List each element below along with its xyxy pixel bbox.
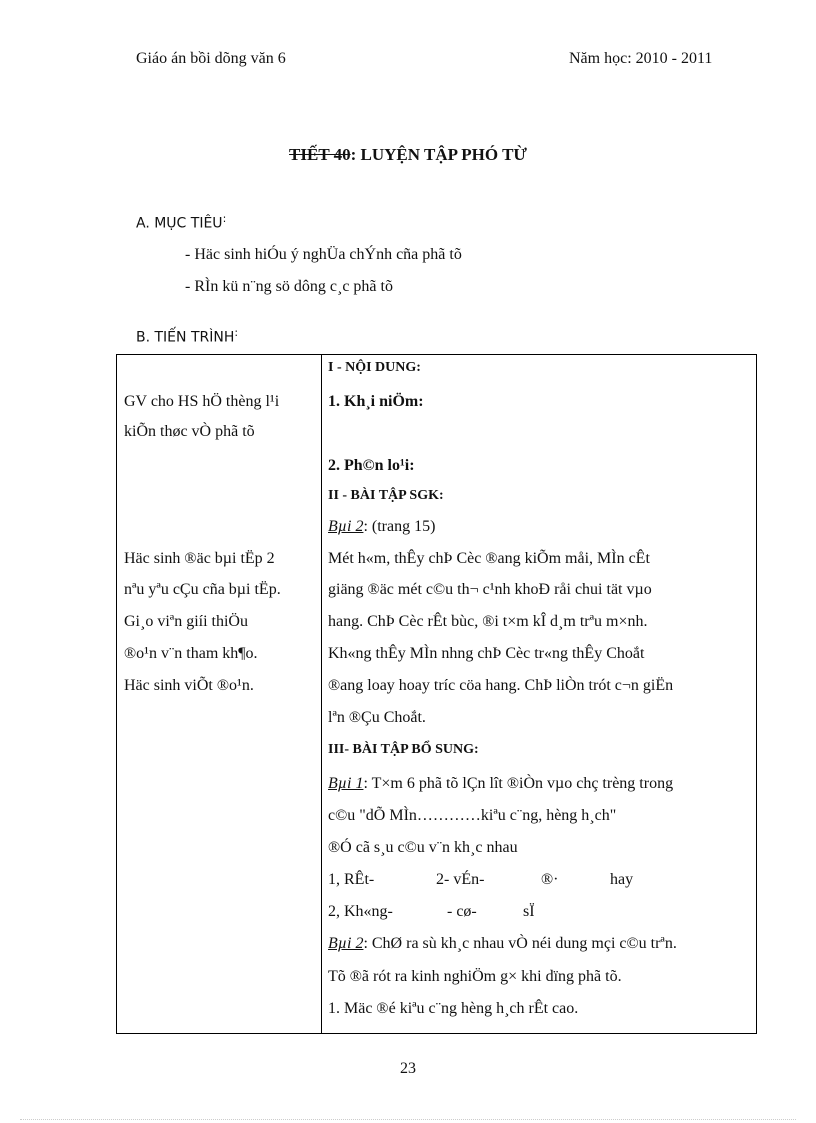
exercise1-line <box>328 775 748 793</box>
left-col-line: Gi¸o viªn giíi thiÖu <box>124 613 248 630</box>
page-number: 23 <box>400 1060 416 1077</box>
left-col-line: GV cho HS hÖ thèng l¹i <box>124 393 280 410</box>
page-bottom-rule <box>20 1119 796 1120</box>
title-main: : LUYỆN TẬP PHÓ TỪ <box>350 145 527 164</box>
exercise2-label: Bµi 2 <box>328 935 364 952</box>
objective-2: - RÌn kü n¨ng sö dông c¸c phã tõ <box>185 278 393 295</box>
exercise1-line: c©u "dÕ MÌn…………kiªu c¨ng, hèng h¸ch" <box>328 807 617 824</box>
heading-phan-loai: 2. Ph©n lo¹i: <box>328 457 415 474</box>
lesson-table <box>116 354 757 1034</box>
word-option: 2, Kh«ng- <box>328 903 393 920</box>
section-a-heading <box>136 212 226 232</box>
section-a-mark: : <box>222 212 227 225</box>
section-bai-tap-sgk: II - BÀI TẬP SGK: <box>328 488 444 503</box>
heading-khai-niem: 1. Kh¸i niÖm: <box>328 393 424 410</box>
exercise2-line: Tõ ®ã rót ra kinh nghiÖm g× khi dïng phã tõ. <box>328 968 622 985</box>
left-col-line: Häc sinh viÕt ®o¹n. <box>124 677 254 694</box>
title-struck-part: TIẾT 40 <box>289 145 351 164</box>
left-col-line: nªu yªu cÇu cña bµi tËp. <box>124 581 281 598</box>
section-b-mark: : <box>234 326 239 339</box>
word-option: - cø- <box>447 903 477 920</box>
passage-line: giäng ®äc mét c©u th¬ c¹nh khoÐ råi chui tät vµo <box>328 581 652 598</box>
exercise1-text: : T×m 6 phã tõ lÇn lît ®iÒn vµo chç trèng trong <box>363 775 674 792</box>
header-left: Giáo án bồi dõng văn 6 <box>136 50 286 67</box>
section-bai-tap-bo-sung: III- BÀI TẬP BỔ SUNG: <box>328 742 479 757</box>
exercise1-line: ®Ó cã s¸u c©u v¨n kh¸c nhau <box>328 839 518 856</box>
passage-line: hang. ChÞ Cèc rÊt bùc, ®i t×m kÎ d¸m trªu m×nh. <box>328 613 648 630</box>
left-col-line: kiÕn thøc vÒ phã tõ <box>124 423 255 440</box>
passage-line: ®ang loay hoay tríc cöa hang. ChÞ liÒn trót c¬n giËn <box>328 677 674 694</box>
word-option: ®· <box>541 871 559 888</box>
header-right: Năm học: 2010 - 2011 <box>569 50 713 67</box>
page-title <box>0 145 816 165</box>
passage-line: Mét h«m, thÊy chÞ Cèc ®ang kiÕm måi, MÌn cÊt <box>328 550 650 567</box>
word-option: sÏ <box>523 903 535 920</box>
exercise-label: Bµi 2 <box>328 518 364 535</box>
section-a-text: A. MỤC TIÊU <box>136 215 223 232</box>
section-b-text: B. TIẾN TRÌNH <box>136 329 235 346</box>
exercise1-label: Bµi 1 <box>328 775 364 792</box>
section-b-heading <box>136 326 238 346</box>
passage-line: lªn ®Çu Choắt. <box>328 709 426 726</box>
word-option: 1, RÊt- <box>328 871 375 888</box>
word-option: hay <box>610 871 634 888</box>
word-options-1 <box>328 871 748 889</box>
word-options-2 <box>328 903 748 921</box>
word-option: 2- vÉn- <box>436 871 485 888</box>
left-col-line: Häc sinh ®äc bµi tËp 2 <box>124 550 275 567</box>
objective-1: - Häc sinh hiÓu ý nghÜa chÝnh cña phã tõ <box>185 246 462 263</box>
exercise-ref <box>328 518 748 536</box>
exercise2-line <box>328 935 748 953</box>
exercise2-text: : ChØ ra sù kh¸c nhau vÒ néi dung mçi c©u trªn. <box>363 935 677 952</box>
section-noi-dung: I - NỘI DUNG: <box>328 360 421 375</box>
column-divider <box>321 355 322 1033</box>
exercise-page: : (trang 15) <box>363 518 436 535</box>
left-col-line: ®o¹n v¨n tham kh¶o. <box>124 645 258 662</box>
exercise2-line: 1. Mäc ®é kiªu c¨ng hèng h¸ch rÊt cao. <box>328 1000 579 1017</box>
passage-line: Kh«ng thÊy MÌn nhng chÞ Cèc tr«ng thÊy Choắt <box>328 645 645 662</box>
